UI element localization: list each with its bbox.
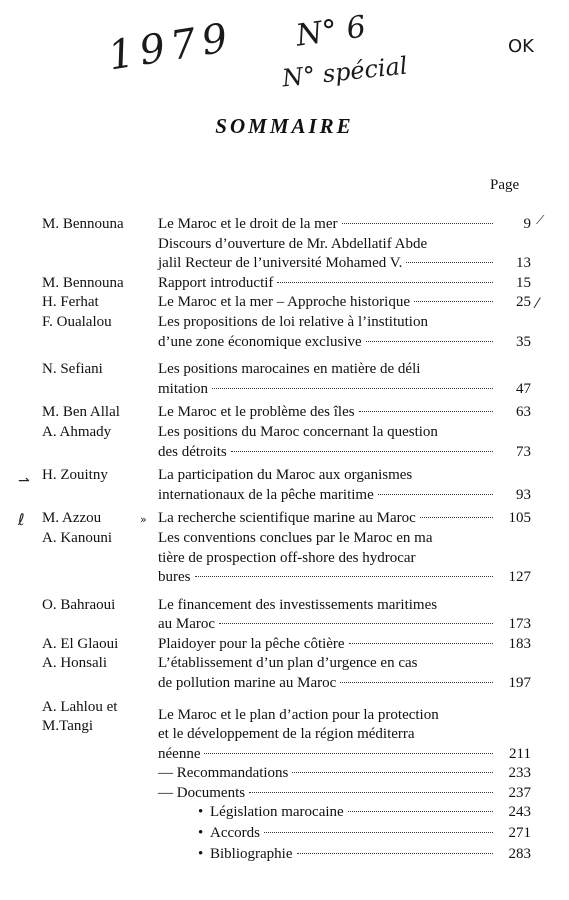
dot-leader bbox=[204, 753, 493, 754]
toc-title bbox=[158, 293, 531, 313]
toc-page-number: 173 bbox=[508, 616, 531, 633]
author-name: A. Kanouni bbox=[42, 529, 112, 546]
toc-entry bbox=[42, 360, 531, 399]
toc-entry bbox=[42, 293, 531, 313]
toc-title-text: jalil Recteur de l’université Mohamed V. bbox=[158, 255, 403, 272]
toc-line bbox=[158, 333, 531, 353]
toc-line bbox=[158, 529, 531, 549]
toc-title bbox=[158, 235, 531, 274]
toc-title bbox=[158, 596, 531, 635]
table-of-contents bbox=[42, 215, 531, 804]
toc-title-text: Législation marocaine bbox=[210, 804, 344, 820]
toc-page-number: 47 bbox=[516, 380, 531, 397]
author-name: M.Tangi bbox=[42, 718, 94, 735]
toc-entry bbox=[42, 698, 531, 765]
toc-sub-entry bbox=[158, 764, 531, 784]
dot-leader bbox=[378, 494, 493, 495]
toc-page-number: 93 bbox=[516, 486, 531, 503]
toc-line bbox=[158, 745, 531, 765]
toc-title-text: d’une zone économique exclusive bbox=[158, 333, 362, 350]
toc-author bbox=[42, 360, 158, 380]
dot-leader bbox=[219, 623, 493, 624]
toc-line bbox=[158, 443, 531, 463]
toc-page-number: 197 bbox=[508, 675, 531, 692]
dot-leader bbox=[348, 811, 493, 812]
toc-page-number: 9 bbox=[523, 216, 531, 232]
toc-title-text: L’établissement d’un plan d’urgence en cas bbox=[158, 655, 418, 672]
toc-entry bbox=[42, 596, 531, 635]
toc-title-text: Le financement des investissements maritimes bbox=[158, 596, 438, 613]
toc-title-text: tière de prospection off-shore des hydrocar bbox=[158, 549, 416, 566]
toc-author bbox=[42, 635, 158, 655]
toc-title-text: Discours d’ouverture de Mr. Abdellatif Abde bbox=[158, 235, 428, 252]
toc-line bbox=[158, 466, 531, 486]
toc-page-number: 183 bbox=[508, 635, 531, 652]
toc-title-text: Rapport introductif bbox=[158, 274, 274, 291]
author-name: A. El Glaoui bbox=[42, 635, 119, 652]
dot-leader bbox=[231, 451, 493, 452]
toc-title-text: internationaux de la pêche maritime bbox=[158, 486, 374, 503]
toc-line bbox=[158, 423, 531, 443]
toc-title bbox=[158, 635, 531, 655]
toc-title-text: — Documents bbox=[158, 785, 246, 802]
toc-page-number: 15 bbox=[516, 274, 531, 291]
toc-title-text: Accords bbox=[210, 825, 260, 841]
dot-leader bbox=[414, 301, 493, 302]
toc-line bbox=[158, 764, 531, 784]
toc-line bbox=[158, 403, 531, 423]
toc-page-number: 237 bbox=[508, 785, 531, 802]
toc-title-text: Le Maroc et le plan d’action pour la protection bbox=[158, 706, 439, 723]
handwritten-year: 1979 bbox=[105, 14, 237, 80]
toc-title bbox=[158, 423, 531, 462]
toc-line bbox=[158, 215, 531, 235]
handwritten-ok: OK bbox=[508, 36, 534, 57]
toc-title bbox=[158, 529, 531, 588]
toc-author bbox=[42, 466, 158, 486]
toc-line bbox=[158, 360, 531, 380]
appendix-item bbox=[198, 823, 531, 844]
pencil-tick-icon: ⁄ bbox=[536, 296, 539, 312]
author-name: M. Bennouna bbox=[42, 216, 124, 232]
dot-leader bbox=[249, 792, 493, 793]
author-name: O. Bahraoui bbox=[42, 596, 116, 613]
bullet-icon: • bbox=[198, 804, 204, 820]
margin-arrow-icon: ⇀ bbox=[18, 473, 30, 489]
toc-entry bbox=[42, 274, 531, 294]
toc-entry bbox=[42, 403, 531, 423]
toc-title bbox=[158, 403, 531, 423]
author-name: F. Oualalou bbox=[42, 313, 112, 330]
toc-line bbox=[158, 706, 531, 726]
toc-title bbox=[158, 274, 531, 294]
page-title: SOMMAIRE bbox=[215, 114, 354, 138]
toc-title-text: au Maroc bbox=[158, 616, 216, 633]
toc-line bbox=[158, 635, 531, 655]
toc-title bbox=[158, 360, 531, 399]
toc-line bbox=[158, 674, 531, 694]
toc-sub-entry bbox=[158, 784, 531, 804]
toc-line bbox=[158, 509, 531, 529]
toc-title-text: néenne bbox=[158, 745, 201, 762]
toc-line bbox=[158, 615, 531, 635]
toc-title-text: Le Maroc et le droit de la mer bbox=[158, 216, 338, 232]
toc-title bbox=[158, 313, 531, 352]
dot-leader bbox=[420, 517, 493, 518]
toc-entry bbox=[42, 635, 531, 655]
toc-title-text: Les positions marocaines en matière de déli bbox=[158, 361, 421, 378]
toc-entry bbox=[42, 313, 531, 352]
toc-title bbox=[158, 509, 531, 529]
author-name: N. Sefiani bbox=[42, 361, 103, 378]
dot-leader bbox=[292, 772, 493, 773]
toc-title-text: Les conventions conclues par le Maroc en ma bbox=[158, 529, 433, 546]
toc-page-number: 13 bbox=[516, 255, 531, 272]
toc-author bbox=[42, 274, 158, 294]
toc-author bbox=[42, 654, 158, 674]
toc-line bbox=[158, 254, 531, 274]
author-name: M. Bennouna bbox=[42, 274, 124, 291]
toc-entry bbox=[42, 654, 531, 693]
handwritten-issue-number: N° 6 bbox=[293, 9, 368, 54]
appendix-item bbox=[198, 844, 531, 865]
toc-title bbox=[158, 706, 531, 765]
dot-leader bbox=[406, 262, 493, 263]
toc-line bbox=[158, 274, 531, 294]
dot-leader bbox=[212, 388, 493, 389]
dot-leader bbox=[366, 341, 493, 342]
toc-line bbox=[158, 654, 531, 674]
toc-author bbox=[42, 529, 158, 549]
toc-title-text: Bibliographie bbox=[210, 846, 293, 862]
toc-line bbox=[158, 293, 531, 313]
toc-title-text: et le développement de la région méditerra bbox=[158, 726, 415, 743]
toc-title bbox=[158, 466, 531, 505]
toc-author bbox=[42, 293, 158, 313]
author-name: M. Ben Allal bbox=[42, 404, 120, 421]
toc-page-number: 63 bbox=[516, 404, 531, 421]
toc-title bbox=[158, 654, 531, 693]
toc-entry bbox=[42, 235, 531, 274]
toc-author bbox=[42, 403, 158, 423]
author-name: M. Azzou bbox=[42, 510, 102, 527]
toc-title-text: des détroits bbox=[158, 443, 227, 460]
toc-line bbox=[158, 486, 531, 506]
toc-author bbox=[42, 423, 158, 443]
toc-page-number: 271 bbox=[508, 825, 531, 841]
toc-page-number: 25 bbox=[516, 294, 531, 311]
toc-entry bbox=[42, 215, 531, 235]
dot-leader bbox=[342, 223, 493, 224]
toc-entry bbox=[42, 529, 531, 588]
toc-line bbox=[158, 596, 531, 616]
appendix-item bbox=[198, 802, 531, 823]
toc-line bbox=[158, 313, 531, 333]
dot-leader bbox=[349, 643, 493, 644]
author-name: A. Ahmady bbox=[42, 423, 112, 440]
margin-check-icon: ℓ bbox=[18, 510, 25, 529]
page-column-label: Page bbox=[490, 177, 520, 193]
toc-title-text: Les positions du Maroc concernant la question bbox=[158, 423, 438, 440]
toc-line bbox=[158, 784, 531, 804]
toc-entry bbox=[42, 509, 531, 529]
toc-line bbox=[158, 725, 531, 745]
toc-line bbox=[158, 380, 531, 400]
handwritten-special-note: N° spécial bbox=[280, 51, 409, 93]
toc-page-number: 105 bbox=[508, 510, 531, 527]
bullet-icon: • bbox=[198, 846, 204, 862]
toc-author bbox=[42, 313, 158, 333]
toc-title-text: Le Maroc et le problème des îles bbox=[158, 404, 355, 421]
dot-leader bbox=[195, 576, 494, 577]
dot-leader bbox=[264, 832, 493, 833]
toc-title-text: de pollution marine au Maroc bbox=[158, 675, 337, 692]
author-name: A. Honsali bbox=[42, 655, 107, 672]
toc-line bbox=[158, 568, 531, 588]
author-name: H. Zouitny bbox=[42, 467, 108, 484]
toc-page-number: 211 bbox=[509, 745, 531, 762]
bullet-icon: • bbox=[198, 825, 204, 841]
toc-author bbox=[42, 698, 158, 737]
toc-title-text: Le Maroc et la mer – Approche historique bbox=[158, 294, 410, 311]
toc-title-text: bures bbox=[158, 569, 191, 586]
toc-page-number: 73 bbox=[516, 443, 531, 460]
toc-entry bbox=[42, 423, 531, 462]
toc-title-text: Plaidoyer pour la pêche côtière bbox=[158, 635, 345, 652]
toc-line bbox=[158, 549, 531, 569]
dot-leader bbox=[277, 282, 493, 283]
toc-title-text: Les propositions de loi relative à l’institution bbox=[158, 313, 428, 330]
toc-author bbox=[42, 596, 158, 616]
pencil-tick-icon: ⟋ bbox=[536, 213, 545, 227]
toc-title bbox=[158, 215, 531, 235]
toc-page-number: 233 bbox=[508, 765, 531, 782]
toc-title-text: — Recommandations bbox=[158, 765, 289, 782]
appendix-list bbox=[198, 802, 531, 865]
toc-title-text: La participation du Maroc aux organismes bbox=[158, 467, 413, 484]
toc-page-number: 35 bbox=[516, 333, 531, 350]
toc-author bbox=[42, 215, 158, 235]
toc-entry bbox=[42, 466, 531, 505]
toc-line bbox=[158, 235, 531, 255]
dot-leader bbox=[340, 682, 493, 683]
dot-leader bbox=[297, 853, 494, 854]
toc-page-number: 127 bbox=[508, 569, 531, 586]
toc-title-text: mitation bbox=[158, 380, 208, 397]
toc-page-number: 243 bbox=[508, 804, 531, 820]
margin-arrow-icon: » bbox=[140, 513, 147, 526]
toc-title-text: La recherche scientifique marine au Maroc bbox=[158, 510, 416, 527]
author-name: A. Lahlou et bbox=[42, 698, 118, 715]
toc-page-number: 283 bbox=[508, 846, 531, 862]
author-name: H. Ferhat bbox=[42, 294, 99, 311]
dot-leader bbox=[359, 411, 493, 412]
